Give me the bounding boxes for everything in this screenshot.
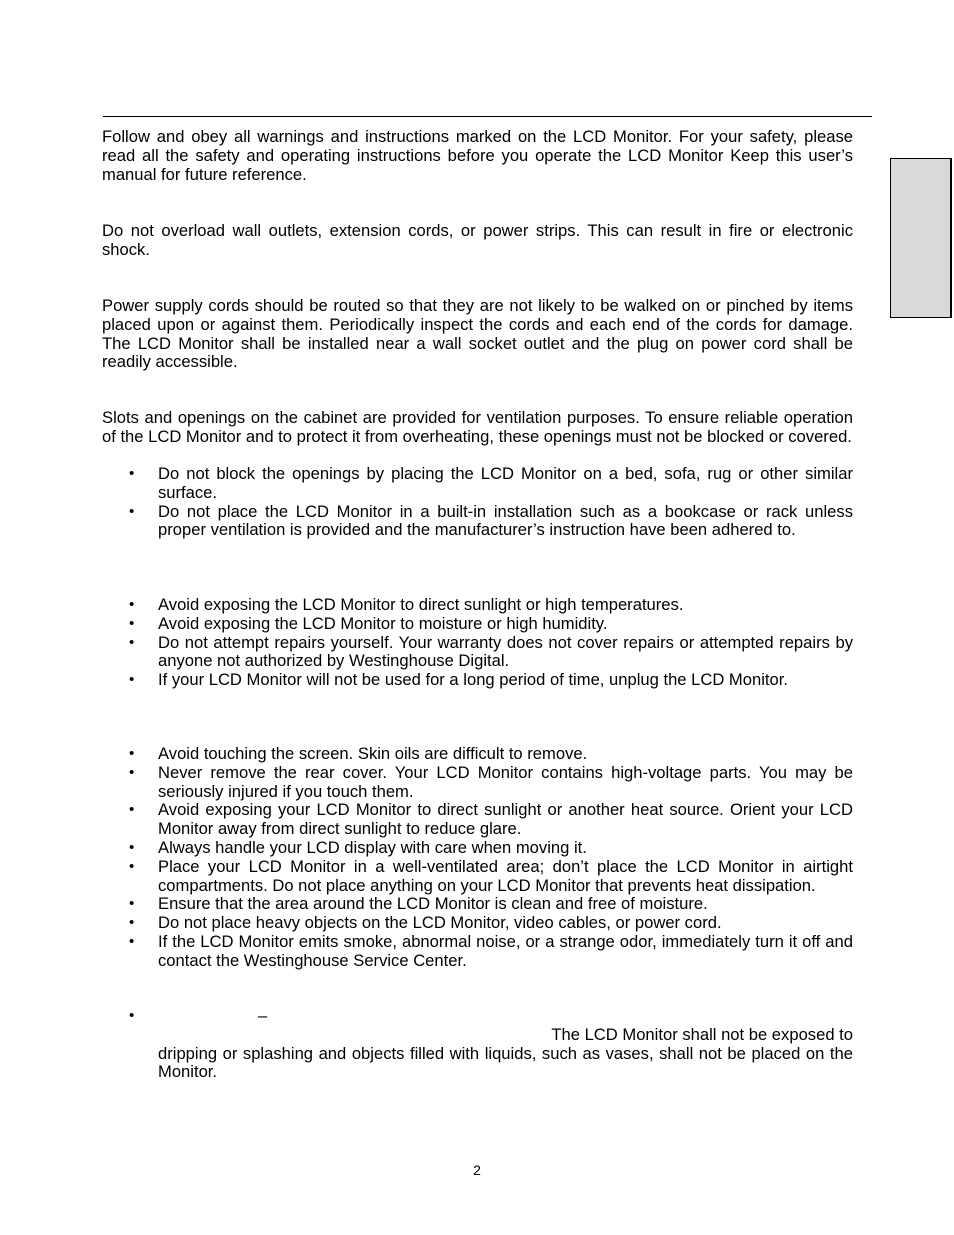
list-item: • Avoid exposing the LCD Monitor to moisture or high humidity. <box>102 615 853 634</box>
list-item: • If your LCD Monitor will not be used for a long period of time, unplug the LCD Monitor. <box>102 671 853 690</box>
header-rule <box>103 116 872 117</box>
environment-list <box>102 596 853 690</box>
list-item: • Do not attempt repairs yourself. Your warranty does not cover repairs or attempted repairs by anyone not authorized by Westinghouse Digital. <box>102 634 853 672</box>
list-item: • Avoid touching the screen. Skin oils are difficult to remove. <box>102 745 853 764</box>
power-cords-paragraph: Power supply cords should be routed so that they are not likely to be walked on or pinched by items placed upon or against them. Periodically inspect the cords and each end of the cords for damage. The LCD Monitor shall be installed near a wall socket outlet and the plug on power cord shall be readily accessible. <box>102 296 853 372</box>
list-item: • Avoid exposing your LCD Monitor to direct sunlight or another heat source. Orient your LCD Monitor away from direct sunlight to reduce glare. <box>102 801 853 839</box>
side-tab <box>890 158 952 318</box>
list-item: • Always handle your LCD display with care when moving it. <box>102 839 853 858</box>
warning-item <box>102 1007 853 1082</box>
list-item: • Never remove the rear cover. Your LCD Monitor contains high-voltage parts. You may be seriously injured if you touch them. <box>102 764 853 802</box>
list-item: • If the LCD Monitor emits smoke, abnormal noise, or a strange odor, immediately turn it off and contact the Westinghouse Service Center. <box>102 933 853 971</box>
list-item: • Do not block the openings by placing the LCD Monitor on a bed, sofa, rug or other similar surface. <box>102 465 853 503</box>
list-item: • Avoid exposing the LCD Monitor to direct sunlight or high temperatures. <box>102 596 853 615</box>
warning-rest: dripping or splashing and objects filled with liquids, such as vases, shall not be placed on the Monitor. <box>158 1043 853 1082</box>
intro-paragraph: Follow and obey all warnings and instructions marked on the LCD Monitor. For your safety, please read all the safety and operating instructions before you operate the LCD Monitor Keep this user’s manual for future reference. <box>102 127 853 184</box>
overload-paragraph: Do not overload wall outlets, extension cords, or power strips. This can result in fire or electronic shock. <box>102 221 853 259</box>
list-item: • Ensure that the area around the LCD Monitor is clean and free of moisture. <box>102 895 853 914</box>
list-item: • Do not place heavy objects on the LCD Monitor, video cables, or power cord. <box>102 914 853 933</box>
ventilation-paragraph: Slots and openings on the cabinet are provided for ventilation purposes. To ensure reliable operation of the LCD Monitor and to protect it from overheating, these openings must not be blocked or covered. <box>102 408 853 446</box>
ventilation-list <box>102 465 853 540</box>
list-item: • Place your LCD Monitor in a well-ventilated area; don’t place the LCD Monitor in airtight compartments. Do not place anything on your LCD Monitor that prevents heat dissipation. <box>102 858 853 896</box>
warning-line-end: The LCD Monitor shall not be exposed to <box>551 1024 853 1044</box>
page-number: 2 <box>473 1162 481 1178</box>
warning-list <box>102 1007 853 1082</box>
handling-list <box>102 745 853 971</box>
list-item: • Do not place the LCD Monitor in a built-in installation such as a bookcase or rack unless proper ventilation is provided and the manufacturer’s instruction have been adhered to. <box>102 503 853 541</box>
warning-dash: • – <box>258 1006 268 1025</box>
warning-first-line <box>158 1007 853 1026</box>
